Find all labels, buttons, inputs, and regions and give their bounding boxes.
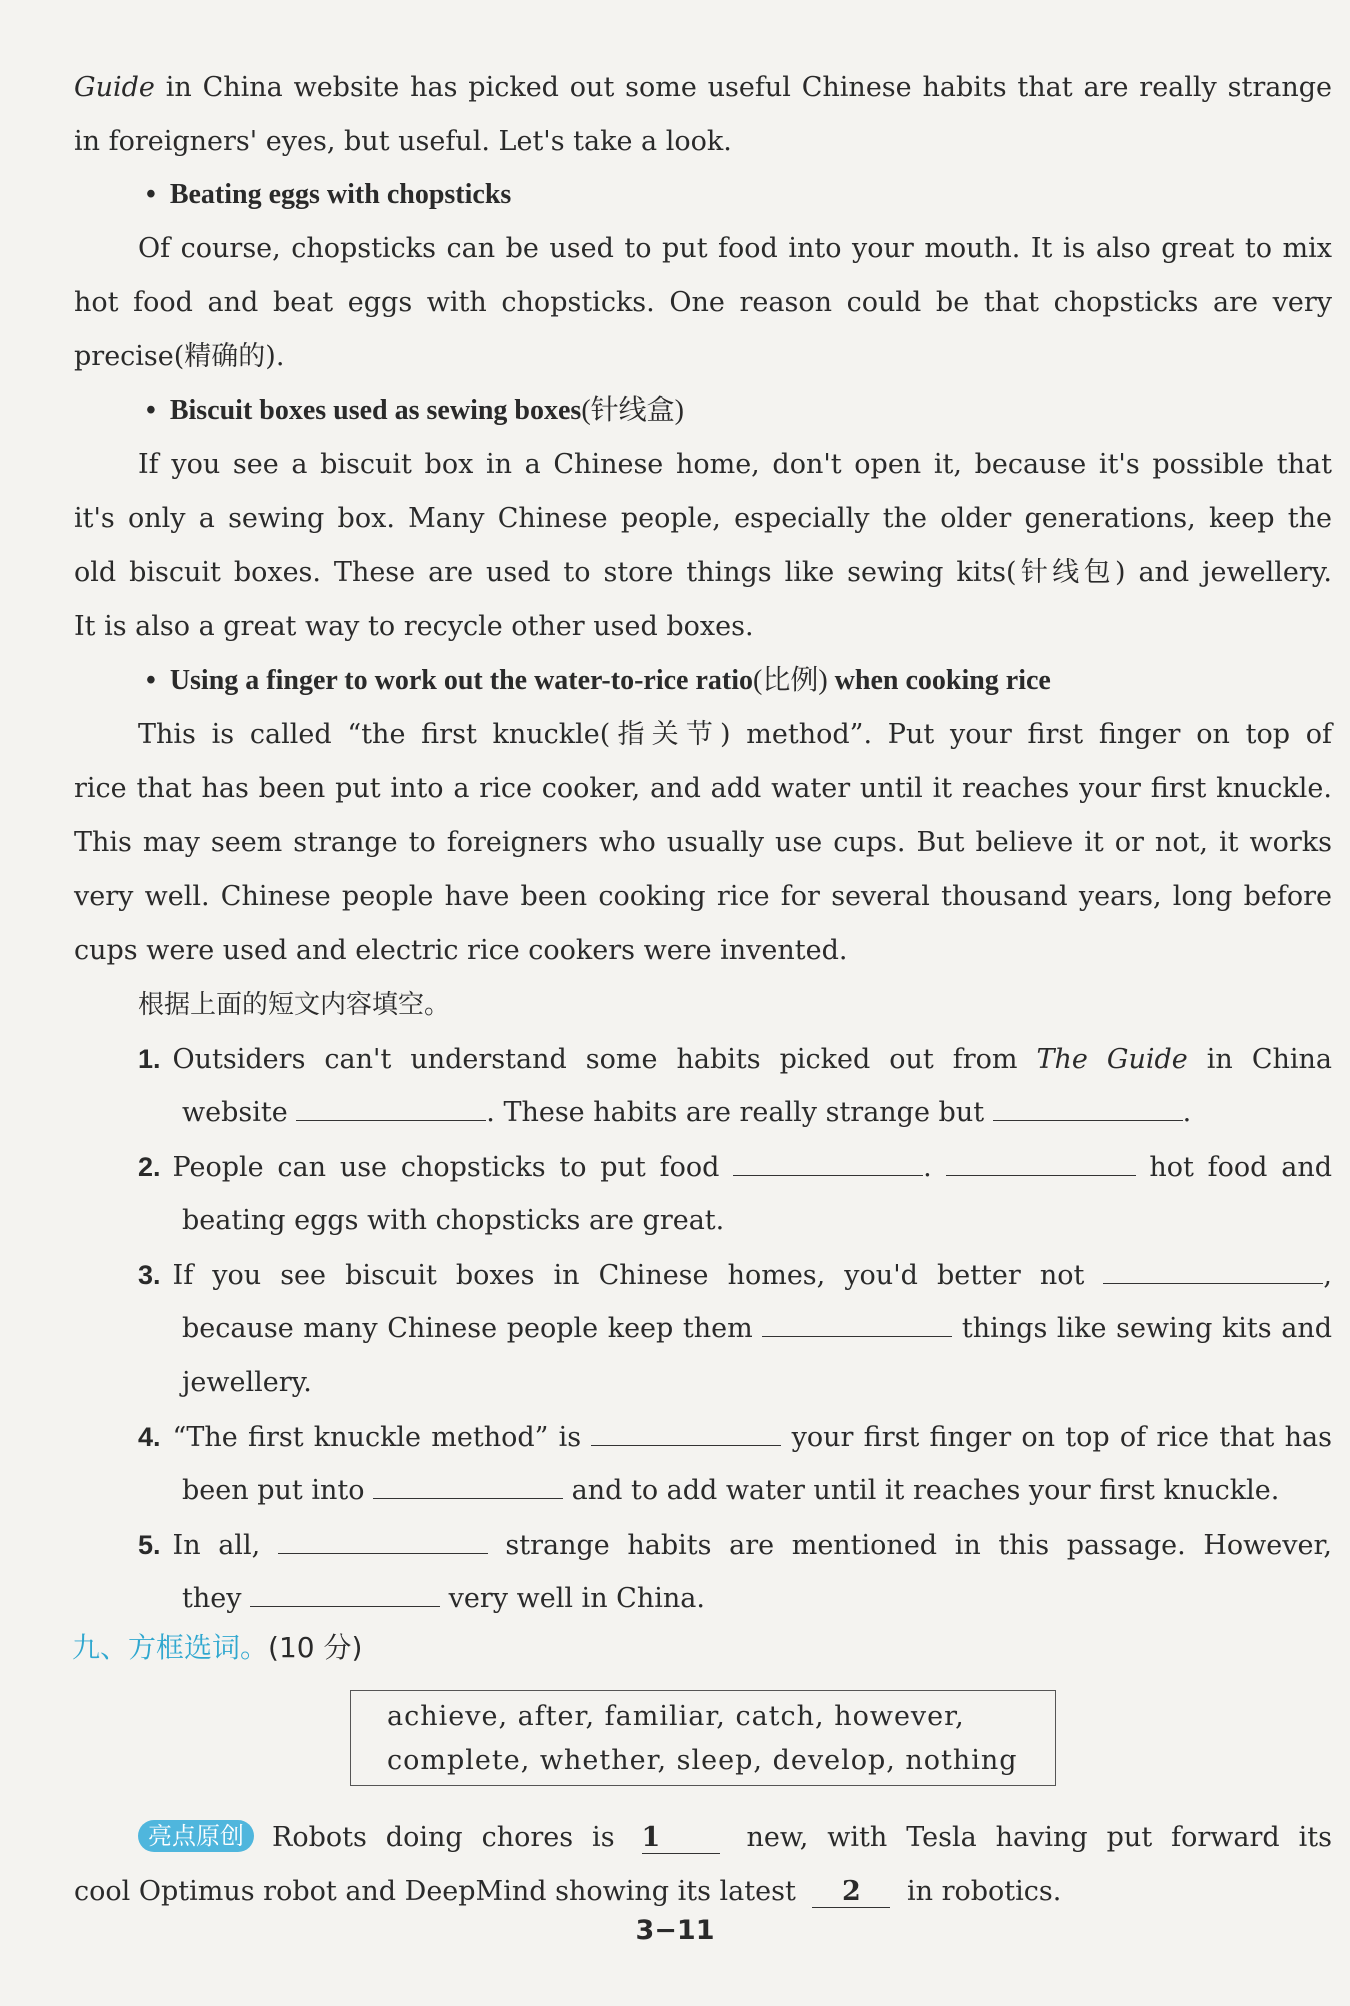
habit1-heading: • Beating eggs with chopsticks (146, 179, 512, 210)
habit3-line-3: This may seem strange to foreigners who usually use cups. But believe it or not, it works (74, 827, 1332, 858)
question-5-line-1 (138, 1525, 1332, 1566)
cloze-text-a: Robots doing chores is (272, 1822, 634, 1853)
habit1-line-3: precise(精确的). (74, 341, 285, 372)
answer-blank-5a[interactable] (278, 1527, 488, 1554)
question-4-text-b: your first finger on top of rice that has (781, 1422, 1332, 1453)
section-9-title-text: 九、方框选词。 (72, 1631, 269, 1664)
habit2-line-4: It is also a great way to recycle other used boxes. (74, 611, 754, 642)
habit3-heading-note: (比例) (753, 665, 828, 696)
question-3-line-3: jewellery. (182, 1367, 312, 1398)
question-3-text-a: If you see biscuit boxes in Chinese homes, you'd better not (172, 1260, 1104, 1291)
habit3-line-2: rice that has been put into a rice cooker, and add water until it reaches your first knuckle. (74, 773, 1332, 804)
word-bank-box (350, 1690, 1056, 1786)
question-1-number: 1. (138, 1044, 161, 1074)
answer-blank-5b[interactable] (250, 1580, 440, 1607)
question-5-text-a: In all, (172, 1530, 278, 1561)
answer-blank-2a[interactable] (733, 1149, 923, 1176)
answer-blank-3b[interactable] (762, 1310, 952, 1337)
habit2-line-3: old biscuit boxes. These are used to store things like sewing kits(针线包) and jewellery. (74, 557, 1332, 588)
question-3-text-d: things like sewing kits and (952, 1313, 1332, 1344)
habit2-line-1: If you see a biscuit box in a Chinese home, don't open it, because it's possible that (138, 449, 1332, 480)
question-5-line-2 (182, 1579, 1332, 1619)
habit1-line-2: hot food and beat eggs with chopsticks. One reason could be that chopsticks are very (74, 287, 1332, 318)
guide-italic: Guide (74, 72, 155, 103)
question-3-line-2 (182, 1309, 1332, 1349)
question-1-text-e: . (1182, 1097, 1192, 1128)
question-2-text-a: People can use chopsticks to put food (172, 1152, 734, 1183)
question-2-line-2: beating eggs with chopsticks are great. (182, 1205, 725, 1236)
fill-in-instruction: 根据上面的短文内容填空。 (138, 990, 451, 1020)
cloze-text-b: new, with Tesla having put forward its (727, 1822, 1332, 1853)
question-5-number: 5. (138, 1530, 161, 1560)
habit1-heading-text: Beating eggs with chopsticks (169, 179, 512, 210)
page-number: 3−11 (635, 1915, 715, 1946)
cloze-text-d: in robotics. (898, 1876, 1062, 1907)
cloze-blank-1[interactable]: 1 (642, 1823, 720, 1854)
question-1-text-d: . These habits are really strange but (486, 1097, 993, 1128)
intro-line-2: in foreigners' eyes, but useful. Let's take a look. (74, 126, 732, 157)
answer-blank-1a[interactable] (296, 1094, 486, 1121)
original-badge: 亮点原创 (138, 1820, 254, 1852)
question-2-text-c: hot food and (1135, 1152, 1333, 1183)
habit3-line-4: very well. Chinese people have been cooking rice for several thousand years, long before (74, 881, 1332, 912)
question-2-number: 2. (138, 1152, 161, 1182)
habit3-heading: • Using a finger to work out the water-to-rice ratio(比例) when cooking rice (146, 665, 1051, 696)
question-5-text-b: strange habits are mentioned in this passage. However, (487, 1530, 1332, 1561)
question-3-number: 3. (138, 1260, 161, 1290)
habit3-heading-text: Using a finger to work out the water-to-rice ratio (169, 665, 753, 696)
answer-blank-3a[interactable] (1103, 1257, 1323, 1284)
question-1-text-c: website (182, 1097, 297, 1128)
intro-line-1 (74, 68, 1332, 108)
answer-blank-4b[interactable] (373, 1472, 563, 1499)
question-5-text-d: very well in China. (440, 1583, 705, 1614)
cloze-text-c: cool Optimus robot and DeepMind showing its latest (74, 1876, 805, 1907)
question-5-text-c: they (182, 1583, 251, 1614)
question-1-line-2 (182, 1093, 1332, 1133)
cloze-line-1 (138, 1818, 1332, 1858)
question-3-text-c: because many Chinese people keep them (182, 1313, 763, 1344)
question-1-line-1 (138, 1039, 1332, 1080)
section-9-score: (10 分) (268, 1631, 363, 1664)
word-bank-line-2: complete, whether, sleep, develop, nothing (387, 1745, 1018, 1776)
question-4-line-2 (182, 1471, 1332, 1511)
habit2-heading: • Biscuit boxes used as sewing boxes(针线盒) (146, 395, 684, 426)
question-4-text-a: “The first knuckle method” is (172, 1422, 592, 1453)
answer-blank-1b[interactable] (993, 1094, 1183, 1121)
question-3-line-1 (138, 1255, 1332, 1296)
question-4-text-c: been put into (182, 1475, 374, 1506)
answer-blank-4a[interactable] (591, 1419, 781, 1446)
question-2-text-b: . (923, 1152, 946, 1183)
cloze-blank-2[interactable]: 2 (812, 1877, 890, 1908)
answer-blank-2b[interactable] (946, 1149, 1136, 1176)
habit2-line-2: it's only a sewing box. Many Chinese people, especially the older generations, keep the (74, 503, 1332, 534)
question-2-line-1 (138, 1147, 1332, 1188)
section-9-title (72, 1628, 362, 1668)
question-1-italic: The Guide (1036, 1044, 1188, 1075)
habit2-heading-text: Biscuit boxes used as sewing boxes (169, 395, 582, 426)
cloze-line-2 (74, 1872, 1332, 1912)
habit1-line-1: Of course, chopsticks can be used to put food into your mouth. It is also great to mix (138, 233, 1332, 264)
habit3-line-1: This is called “the first knuckle(指关节) method”. Put your first finger on top of (138, 719, 1332, 750)
intro-line-1-text: in China website has picked out some useful Chinese habits that are really strange (154, 72, 1332, 103)
word-bank-line-1: achieve, after, familiar, catch, however, (387, 1701, 965, 1732)
habit3-line-5: cups were used and electric rice cookers were invented. (74, 935, 848, 966)
question-4-line-1 (138, 1417, 1332, 1458)
question-3-text-b: , (1323, 1260, 1332, 1291)
question-4-number: 4. (138, 1422, 161, 1452)
question-1-text-a: Outsiders can't understand some habits picked out from (172, 1044, 1037, 1075)
question-1-text-b: in China (1187, 1044, 1332, 1075)
habit2-heading-note: (针线盒) (581, 395, 684, 426)
question-4-text-d: and to add water until it reaches your first knuckle. (563, 1475, 1280, 1506)
habit3-heading-tail: when cooking rice (827, 665, 1051, 696)
